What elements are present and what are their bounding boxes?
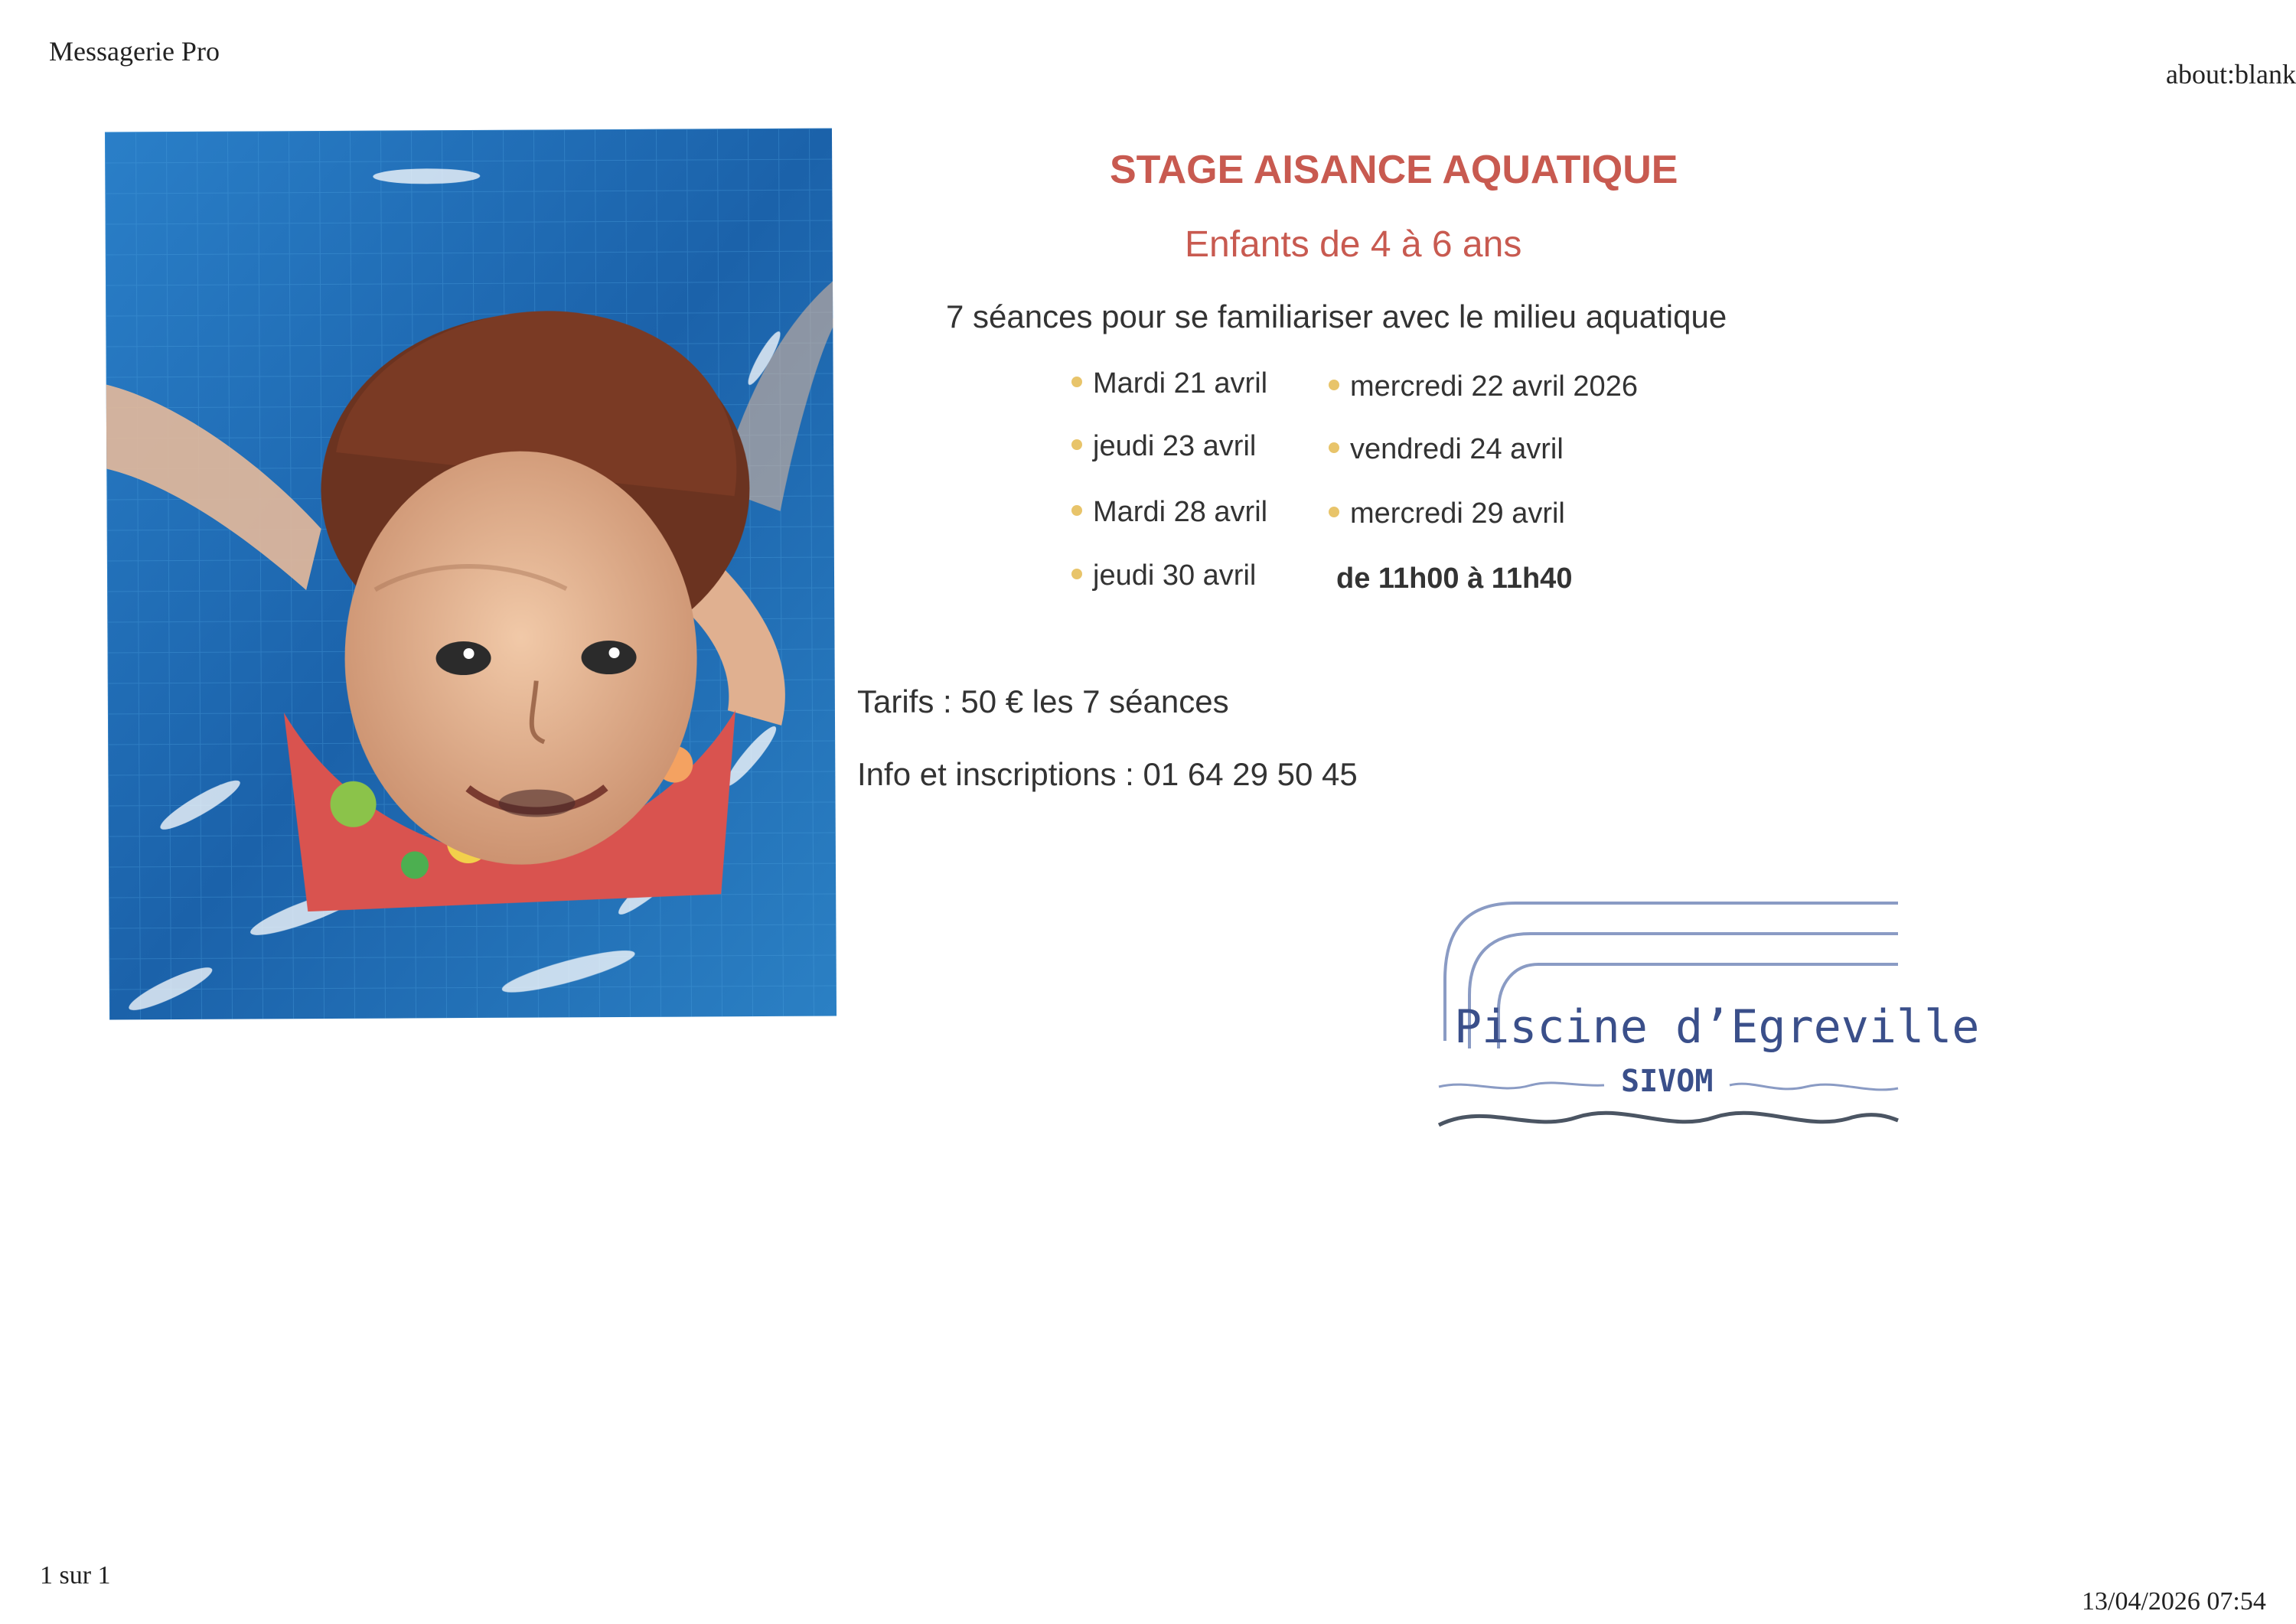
logo-org: SIVOM [1621, 1064, 1714, 1099]
session-time: de 11h00 à 11h40 [1336, 563, 1573, 595]
bullet-dot-icon [1329, 507, 1339, 517]
bullet-dot-icon [1329, 380, 1339, 390]
contact-info: Info et inscriptions : 01 64 29 50 45 [857, 756, 1358, 792]
session-date: mercredi 29 avril [1329, 497, 1565, 530]
session-date: jeudi 23 avril [1071, 430, 1256, 463]
session-date: Mardi 28 avril [1071, 496, 1267, 529]
print-footer-page: 1 sur 1 [40, 1561, 111, 1590]
bullet-dot-icon [1071, 569, 1082, 579]
price-info: Tarifs : 50 € les 7 séances [857, 683, 1229, 719]
flyer-title: STAGE AISANCE AQUATIQUE [1110, 148, 1678, 192]
flyer-intro: 7 séances pour se familiariser avec le milieu aquatique [946, 298, 1727, 334]
bullet-dot-icon [1071, 505, 1082, 516]
bullet-dot-icon [1071, 439, 1082, 450]
session-date: vendredi 24 avril [1329, 433, 1564, 466]
child-swimming-photo [105, 129, 837, 1020]
print-header-app-name: Messagerie Pro [49, 36, 220, 67]
session-date: jeudi 30 avril [1071, 559, 1256, 592]
flyer-subtitle: Enfants de 4 à 6 ans [1185, 224, 1522, 265]
swimming-child-image [105, 129, 837, 1020]
session-date: mercredi 22 avril 2026 [1329, 370, 1638, 403]
print-footer-timestamp: 13/04/2026 07:54 [2082, 1587, 2266, 1616]
print-header-url: about:blank [2166, 59, 2296, 90]
logo-name: Piscine d’Egreville [1454, 1000, 1980, 1054]
pool-logo-icon [1424, 888, 1980, 1148]
bullet-dot-icon [1071, 377, 1082, 387]
bullet-dot-icon [1329, 442, 1339, 453]
piscine-logo [1424, 888, 1980, 1148]
session-date: Mardi 21 avril [1071, 367, 1267, 400]
